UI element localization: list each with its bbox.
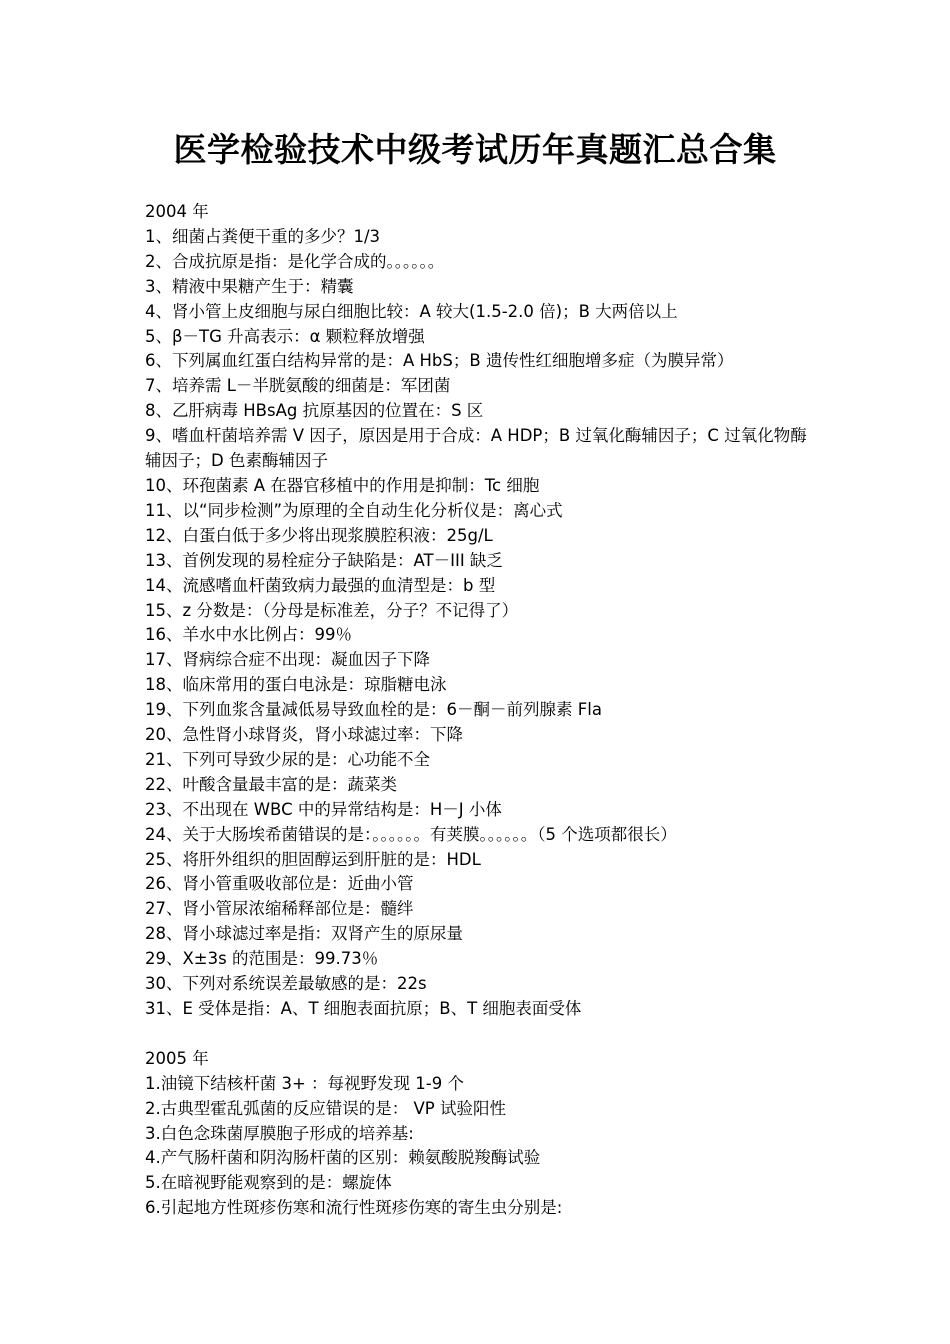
question-2004-12: 12、白蛋白低于多少将出现浆膜腔积液：25g/L xyxy=(145,525,493,545)
document-title: 医学检验技术中级考试历年真题汇总合集 xyxy=(173,130,777,169)
question-2004-28: 28、肾小球滤过率是指：双肾产生的原尿量 xyxy=(145,924,463,944)
question-2004-29: 29、X±3s 的范围是：99.73％ xyxy=(145,949,379,969)
question-2004-10: 10、环孢菌素 A 在器官移植中的作用是抑制：Tc 细胞 xyxy=(145,475,540,495)
question-2004-8: 8、乙肝病毒 HBsAg 抗原基因的位置在：S 区 xyxy=(145,401,484,421)
section-heading-2004: 2004 年 xyxy=(145,202,209,221)
question-2005-3: 3.白色念珠菌厚膜胞子形成的培养基: xyxy=(145,1123,414,1143)
question-2004-15: 15、z 分数是：（分母是标准差，分子？不记得了） xyxy=(145,600,519,620)
question-2004-3: 3、精液中果糖产生于：精囊 xyxy=(145,276,354,296)
question-2004-19: 19、下列血浆含量减低易导致血栓的是：6－酮－前列腺素 Fla xyxy=(145,700,602,720)
question-2004-25: 25、将肝外组织的胆固醇运到肝脏的是：HDL xyxy=(145,849,481,869)
question-2005-1: 1.油镜下结核杆菌 3+ ：每视野发现 1-9 个 xyxy=(145,1073,464,1093)
question-2004-22: 22、叶酸含量最丰富的是：蔬菜类 xyxy=(145,774,397,794)
question-2004-26: 26、肾小管重吸收部位是：近曲小管 xyxy=(145,874,414,894)
question-2004-27: 27、肾小管尿浓缩稀释部位是：髓绊 xyxy=(145,899,414,919)
question-2005-4: 4.产气肠杆菌和阴沟肠杆菌的区别：赖氨酸脱羧酶试验 xyxy=(145,1148,541,1168)
document-body xyxy=(145,200,810,1221)
question-2004-6: 6、下列属血红蛋白结构异常的是：A HbS；B 遗传性红细胞增多症（为膜异常） xyxy=(145,351,734,371)
question-2004-16: 16、羊水中水比例占：99％ xyxy=(145,625,352,645)
question-2004-23: 23、不出现在 WBC 中的异常结构是：H－J 小体 xyxy=(145,799,502,819)
question-2004-4: 4、肾小管上皮细胞与尿白细胞比较：A 较大(1.5-2.0 倍)；B 大两倍以上 xyxy=(145,301,678,321)
question-2004-14: 14、流感嗜血杆菌致病力最强的血清型是：b 型 xyxy=(145,575,496,595)
question-2004-20: 20、急性肾小球肾炎，肾小球滤过率：下降 xyxy=(145,725,463,745)
question-2004-21: 21、下列可导致少尿的是：心功能不全 xyxy=(145,749,430,769)
question-2004-2: 2、合成抗原是指：是化学合成的。。。。。。 xyxy=(145,251,445,271)
question-2004-30: 30、下列对系统误差最敏感的是：22s xyxy=(145,974,427,994)
question-2004-18: 18、临床常用的蛋白电泳是：琼脂糖电泳 xyxy=(145,675,447,695)
question-2004-13: 13、首例发现的易栓症分子缺陷是：AT－III 缺乏 xyxy=(145,550,503,570)
question-2004-24: 24、关于大肠埃希菌错误的是：。。。。。。有荚膜。。。。。。（5 个选项都很长） xyxy=(145,824,677,844)
section-spacer xyxy=(145,1022,810,1047)
section-heading-2005: 2005 年 xyxy=(145,1048,209,1068)
question-2004-11: 11、以“同步检测”为原理的全自动生化分析仪是：离心式 xyxy=(145,500,563,520)
question-2004-5: 5、β－TG 升高表示：α 颗粒释放增强 xyxy=(145,326,425,346)
question-2004-17: 17、肾病综合症不出现：凝血因子下降 xyxy=(145,650,430,670)
question-2004-7: 7、培养需 L－半胱氨酸的细菌是：军团菌 xyxy=(145,376,451,396)
question-2005-5: 5.在暗视野能观察到的是：螺旋体 xyxy=(145,1173,392,1193)
question-2005-2: 2.古典型霍乱弧菌的反应错误的是： VP 试验阳性 xyxy=(145,1098,506,1118)
question-2004-1: 1、细菌占粪便干重的多少？1/3 xyxy=(145,226,381,246)
question-2004-9: 9、嗜血杆菌培养需 V 因子，原因是用于合成：A HDP；B 过氧化酶辅因子；C 过氧化物酶辅因子；D 色素酶辅因子 xyxy=(145,426,807,471)
question-2005-6: 6.引起地方性斑疹伤寒和流行性斑疹伤寒的寄生虫分别是: xyxy=(145,1198,563,1218)
question-2004-31: 31、E 受体是指：A、T 细胞表面抗原；B、T 细胞表面受体 xyxy=(145,999,582,1018)
